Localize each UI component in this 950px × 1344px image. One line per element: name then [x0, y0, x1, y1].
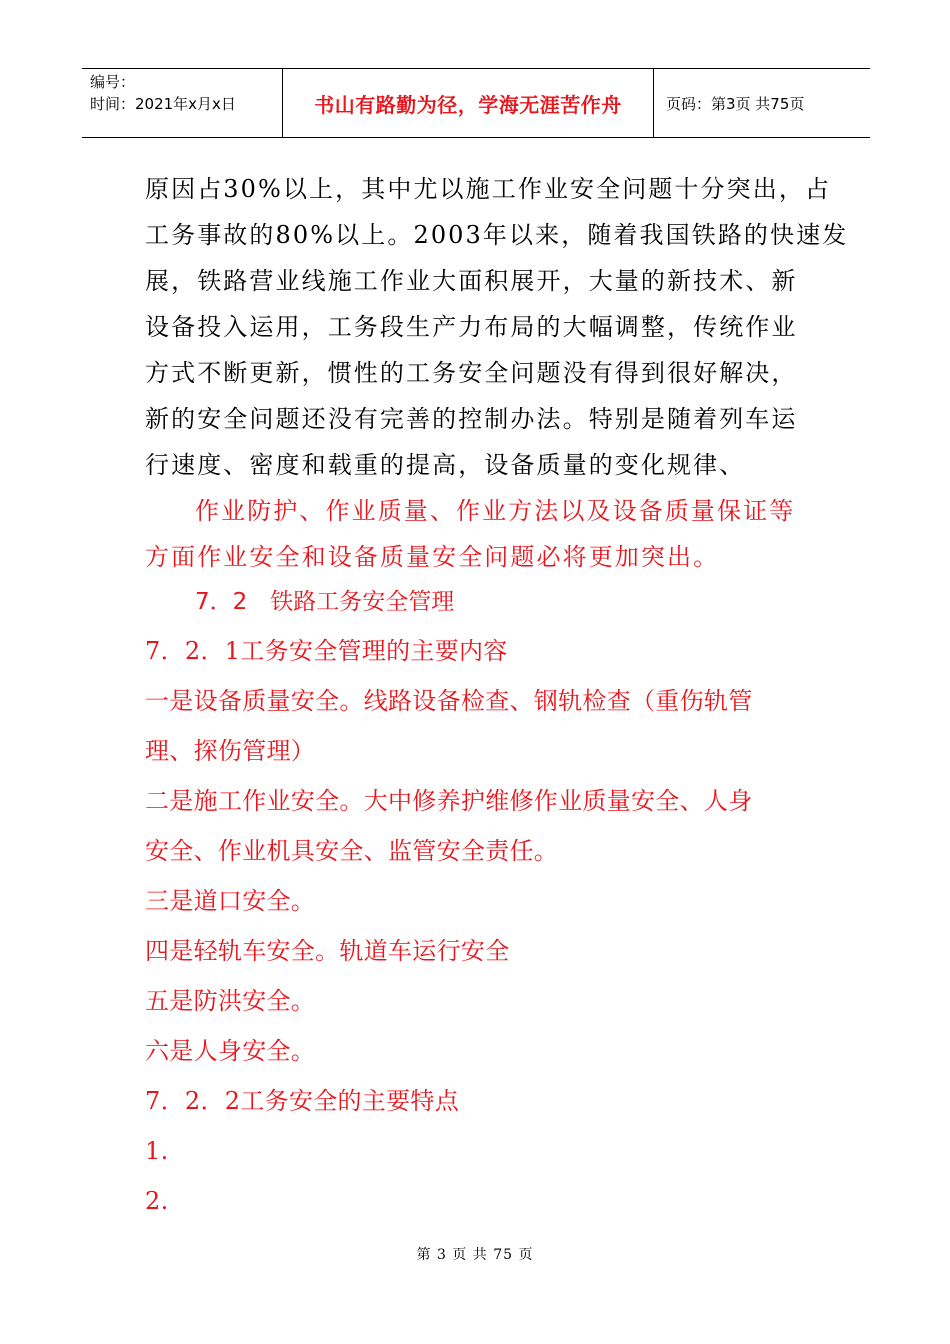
document-body [145, 166, 849, 1226]
list-item: 六是人身安全。 [145, 1037, 316, 1065]
paragraph-line: 展，铁路营业线施工作业大面积展开，大量的新技术、新 [145, 267, 798, 295]
numbered-item: 2. [145, 1187, 169, 1215]
list-item: 一是设备质量安全。线路设备检查、钢轨检查（重伤轨管 [145, 687, 753, 715]
section-heading: 7．2 铁路工务安全管理 [195, 589, 455, 615]
paragraph-1 [145, 166, 849, 488]
list-item: 理、探伤管理） [145, 737, 316, 765]
paragraph-line: 原因占30%以上，其中尤以施工作业安全问题十分突出，占 [145, 175, 832, 203]
paragraph-line: 行速度、密度和载重的提高，设备质量的变化规律、 [145, 451, 746, 479]
paragraph-line: 新的安全问题还没有完善的控制办法。特别是随着列车运 [145, 405, 798, 433]
numbered-item: 1. [145, 1137, 169, 1165]
page-header [82, 68, 870, 138]
header-meta [82, 69, 282, 137]
subsection-heading-1: 7．2．1工务安全管理的主要内容 [145, 637, 508, 665]
page-footer: 第 3 页 共 75 页 [416, 1247, 534, 1263]
content-list [145, 676, 805, 1076]
header-page-info: 页码：第3页 共75页 [666, 94, 805, 113]
paragraph-2 [145, 488, 805, 580]
paragraph-line: 工务事故的80%以上。2003年以来，随着我国铁路的快速发 [145, 221, 849, 249]
paragraph-line: 方式不断更新，惯性的工务安全问题没有得到很好解决， [145, 359, 798, 387]
header-motto: 书山有路勤为径，学海无涯苦作舟 [282, 69, 654, 137]
list-item: 五是防洪安全。 [145, 987, 316, 1015]
paragraph-line: 设备投入运用，工务段生产力布局的大幅调整，传统作业 [145, 313, 798, 341]
list-item: 安全、作业机具安全、监管安全责任。 [145, 837, 559, 865]
paragraph-line: 方面作业安全和设备质量安全问题必将更加突出。 [145, 543, 720, 571]
date-label: 时间：2021年x月x日 [90, 95, 236, 113]
serial-label: 编号： [90, 73, 136, 91]
subsection-heading-2: 7．2．2工务安全的主要特点 [145, 1087, 460, 1115]
list-item: 三是道口安全。 [145, 887, 316, 915]
list-item: 二是施工作业安全。大中修养护维修作业质量安全、人身 [145, 787, 753, 815]
paragraph-line: 作业防护、作业质量、作业方法以及设备质量保证等 [195, 497, 796, 525]
list-item: 四是轻轨车安全。轨道车运行安全 [145, 937, 510, 965]
